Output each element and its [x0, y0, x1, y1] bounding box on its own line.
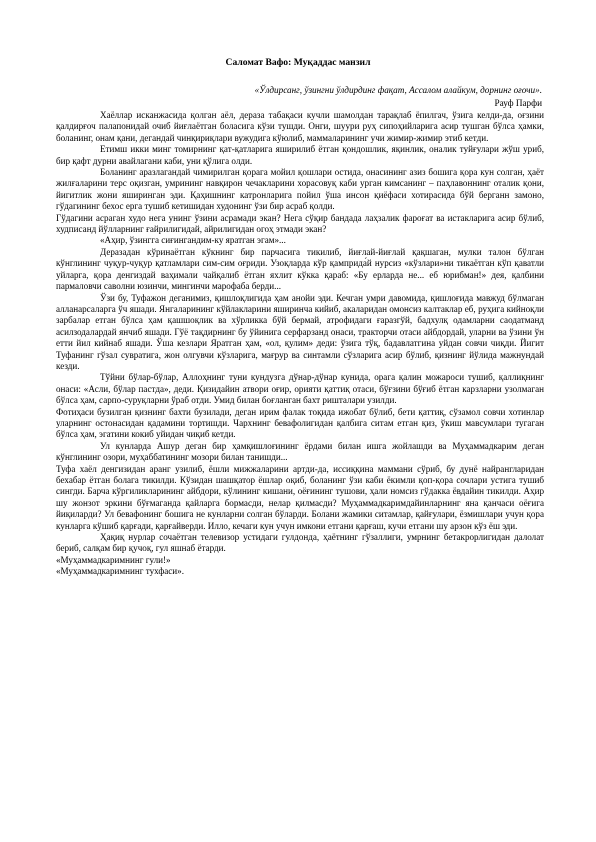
epigraph: «Ўлдирсанг, ўзингни ўлдирдинг фақат, Ассалом алайкум, дорнинг оғочи». [254, 85, 542, 95]
paragraph: «Аҳир, ўзингга сиғингандим-ку яратган эгам»... [100, 235, 286, 246]
paragraph: Боланинг аразлагандай чимирилган қорага мойил қошлари остида, онасининг азиз бошига қора кун солган, ҳаёт жилғаларини терс оқизган, умрининг навқирон чечакларини хорасовуқ каби урган кимсанинг – паҳлавоннинг оталик қони, йигитлик жони яширинган эди. Қаҳишнинг катронларига пойил ўша инсон қиёфаси хотирасида бўй берганн замоно, гўдагининг бехос ерга тушиб кетишидан худонинг ўзи бир асраб қолди. [56, 167, 544, 212]
paragraph: «Муҳаммадкаримнинг гули!» [56, 554, 171, 565]
paragraph: Хаёллар исканжасида қолган аёл, дераза табақаси кучли шамолдан тарақлаб ёпилгач, ўзига келди-да, оғзини қалдирғоч палапонидай очиб йиғлаётган боласига кўзи тушди. Онги, шуури руҳ сипоҳийларига асир тушган бўлса ҳамки, боланинг, онам қани, дегандай чинқириқлари вужудига кўюлиб, маммаларининг учи жимир-жимир этиб кетди. [56, 110, 544, 143]
paragraph: Тўйни бўлар-бўлар, Аллоҳнинг туни кундузга дўнар-дўнар кунида, орага қалин можароси тушиб, қаллиқнинг онаси: «Асли, бўлар пастда», деди. Қизидайин атвори оғир, орияти қаттиқ отаси, бўғзини бўғиб ётган карзларни узолмаган бўлса ҳам, сарпо-суруқларни ўраб отди. Умид билан боғланган бахт ришталари узилди. [56, 372, 544, 406]
paragraph: Гўдагини асраган худо нега унинг ўзини асрамади экан? Нега сўқир бандада лаҳзалик фароғат ва истакларига асир бўлиб, худписанд йўлларнинг ғайрилигидай, айрилигидан огоҳ этмади экан? [56, 212, 544, 235]
story-body [56, 110, 544, 578]
paragraph: Фотиҳаси бузилган қизнинг бахти бузилади, деган ирим фалак тоқида ижобат бўлиб, бети қаттиқ, сўзамол совчи хотинлар уларнинг остонасидан қадамини тортишди. Чархнинг бевафолигидан қалбига ситам етган қиз, ўкиш мавсумлари тугаган бўлса ҳам, эгатини кокиб уйидан чиқиб кетди. [56, 406, 544, 440]
paragraph: Ҳақиқ нурлар сочаётган телевизор устидаги гулдонда, ҳаётнинг гўзаллиги, умрнинг бетакрорлигидан далолат бериб, салқам бир қучоқ, гул яшнаб ётарди. [56, 532, 544, 554]
story-title: Саломат Вафо: Муқаддас манзил [225, 57, 371, 68]
paragraph: «Муҳаммадкаримнинг тухфаси». [56, 566, 184, 577]
paragraph: Туфа хаёл денгизидан аранг узилиб, ёшли мижжаларини артди-да, иссиққина маммани сўриб, бу дунё найрангларидан бехабар ётган болага тикилди. Кўзидан шашқатор ёшлар оқиб, боланинг ўзи каби ёкимли қоп-қора сочлари устига тушиб сингди. Барча кўргиликларининг айбдори, кўлининг кишани, оёғининг тушови, ҳали номсиз гўдакка ёвдайин тикилди. Аҳир шу жонзот эркини бўғмаганда қайларга бормасди, нелар қилмасди? Муҳаммадкаримдайинларнинг яна қанчаси оёғига йиқиларди? Ул бевафонинг бошига не кунларни солган бўларди. Болани жамики ситамлар, қайғулари, ёзмишлари учун қора кунларга кўшиб қарғади, қарғайверди. Илло, кечаги кун учун имкони етгани қарғаш, кучи етгани шу арзон кўз ёш эди. [56, 463, 544, 531]
paragraph: Ул кунларда Ашур деган бир ҳамқишлоғининг ёрдами билан ишга жойлашди ва Муҳаммадкарим деган кўнглининг озори, муҳаббатининг мозори билан танишди... [56, 440, 544, 463]
paragraph: Етимш икки минг томирнинг қат-қатларига яширилиб ётган қондошлик, яқинлик, оналик туйғулари жўш уриб, бир қафт дурни авайлагани каби, уни қўлига олди. [56, 144, 544, 166]
paragraph: Деразадан кўринаётган кўкнинг бир парчасига тикилиб, йиғлай-йиғлай қақшаган, мулки талон бўлган кўнглининг чуқур-чуқур қатламлари сим-сим оғриди. Узоқларда кўр қамприда́й нурсиз «кўзлари»ни тикаётган кўп қаватли уйларга, қора денгиздай ваҳимали чайқалиб ётган яхлит кўкка қараб: «Бу ерларда не... еб юрибман!» дея, қалбини пармаловчи саволни юзинчи, мингинчи марофаба берди... [56, 246, 544, 292]
paragraph: Ўзи бу, Туфажон деганимиз, қишлоқлигида ҳам анойи эди. Кечган умри давомида, қишлоғида мавжуд бўлмаган алланарсаларга ўч яшади. Янгаларининг кўйлакларини яширинча кийиб, акаларидан омонсиз калтаклар еб, руҳига кийноқли зарбалар етган бўлса ҳам қашшоқлик ва хўрликка бўй бермай, атрофидаги ғаразгўй, бадхулқ одамларни саодатманд асилзодалардай янчиб яшади. Гўё тақдирнинг бу ўйинига серфарзанд онаси, тракторчи отаси айбдордай, уларни ва ўзини ўн етти йил кийнаб яшади. Ўша кезлари Яратган ҳам, «ол, қулим» деди: ўзига тўқ, бадавлатгина уйдан совчи чиқди. Йигит Туфанинг гўзал сувратига, жон олгувчи кўзларига, мағрур ва синтамли сўзларига асир бўлиб, қизнинг йўлида мажнундай кезди. [56, 292, 544, 371]
epigraph-author: Рауф Парфи [494, 98, 542, 108]
